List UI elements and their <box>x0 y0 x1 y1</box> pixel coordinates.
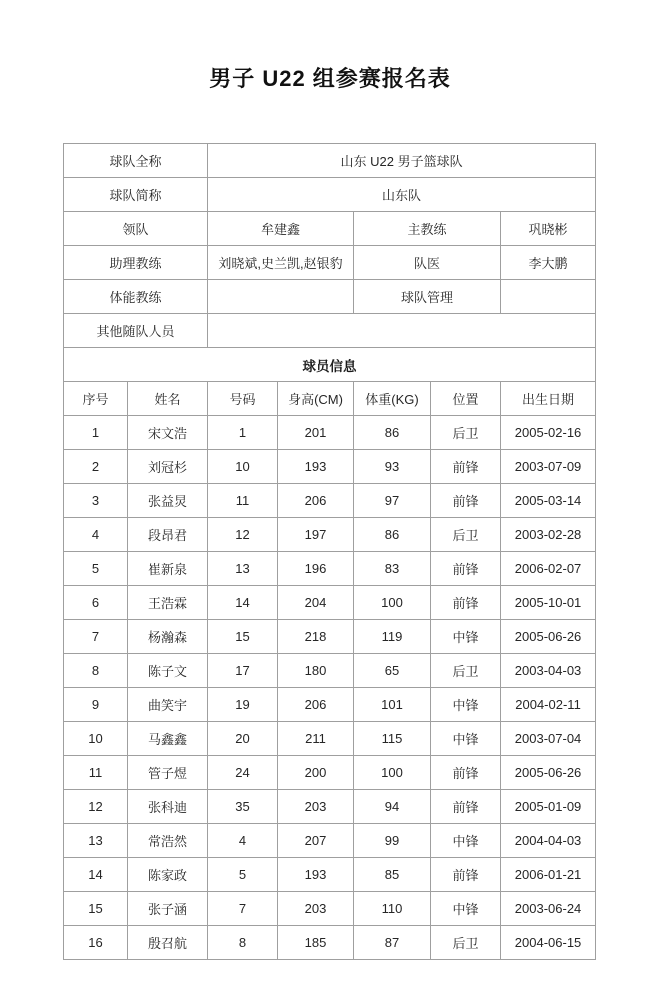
assistant-coach-value: 刘晓斌,史兰凯,赵银豹 <box>208 246 354 280</box>
team-manager-value <box>501 280 596 314</box>
player-cell-number: 19 <box>208 688 278 722</box>
player-cell-weight: 94 <box>354 790 431 824</box>
player-cell-index: 8 <box>64 654 128 688</box>
player-row <box>64 756 596 790</box>
player-row <box>64 790 596 824</box>
team-info-body <box>64 144 596 416</box>
player-cell-name: 殷召航 <box>128 926 208 960</box>
player-cell-position: 前锋 <box>431 756 501 790</box>
players-header-row <box>64 382 596 416</box>
column-header-position: 位置 <box>431 382 501 416</box>
player-cell-name: 曲笑宇 <box>128 688 208 722</box>
player-cell-number: 10 <box>208 450 278 484</box>
player-cell-name: 张益炅 <box>128 484 208 518</box>
column-header-name: 姓名 <box>128 382 208 416</box>
column-header-weight: 体重(KG) <box>354 382 431 416</box>
team-short-name-label: 球队简称 <box>64 178 208 212</box>
player-cell-weight: 86 <box>354 416 431 450</box>
player-row <box>64 552 596 586</box>
player-cell-birthdate: 2005-02-16 <box>501 416 596 450</box>
player-cell-number: 20 <box>208 722 278 756</box>
player-cell-birthdate: 2005-01-09 <box>501 790 596 824</box>
player-cell-height: 204 <box>278 586 354 620</box>
player-row <box>64 858 596 892</box>
player-cell-position: 前锋 <box>431 450 501 484</box>
player-cell-weight: 100 <box>354 586 431 620</box>
player-cell-position: 中锋 <box>431 824 501 858</box>
player-cell-position: 后卫 <box>431 654 501 688</box>
player-cell-position: 前锋 <box>431 484 501 518</box>
player-cell-birthdate: 2003-07-09 <box>501 450 596 484</box>
player-row <box>64 620 596 654</box>
player-cell-index: 6 <box>64 586 128 620</box>
player-cell-height: 196 <box>278 552 354 586</box>
registration-table <box>63 143 596 960</box>
player-cell-name: 宋文浩 <box>128 416 208 450</box>
column-header-height: 身高(CM) <box>278 382 354 416</box>
player-cell-name: 陈子文 <box>128 654 208 688</box>
player-cell-birthdate: 2003-02-28 <box>501 518 596 552</box>
team-info-row <box>64 144 596 178</box>
player-row <box>64 416 596 450</box>
player-cell-birthdate: 2003-04-03 <box>501 654 596 688</box>
player-cell-index: 1 <box>64 416 128 450</box>
player-row <box>64 722 596 756</box>
team-full-name-label: 球队全称 <box>64 144 208 178</box>
other-staff-label: 其他随队人员 <box>64 314 208 348</box>
player-cell-name: 王浩霖 <box>128 586 208 620</box>
column-header-birthdate: 出生日期 <box>501 382 596 416</box>
player-row <box>64 518 596 552</box>
page-title: 男子 U22 组参赛报名表 <box>209 66 451 91</box>
player-cell-weight: 86 <box>354 518 431 552</box>
player-cell-position: 中锋 <box>431 620 501 654</box>
player-cell-index: 9 <box>64 688 128 722</box>
player-cell-height: 211 <box>278 722 354 756</box>
player-cell-name: 管子煜 <box>128 756 208 790</box>
player-cell-name: 刘冠杉 <box>128 450 208 484</box>
player-cell-birthdate: 2003-07-04 <box>501 722 596 756</box>
player-cell-height: 203 <box>278 892 354 926</box>
team-manager-label: 球队管理 <box>354 280 501 314</box>
player-cell-weight: 87 <box>354 926 431 960</box>
player-cell-weight: 93 <box>354 450 431 484</box>
head-coach-value: 巩晓彬 <box>501 212 596 246</box>
players-section-title-row <box>64 348 596 382</box>
team-doctor-label: 队医 <box>354 246 501 280</box>
player-cell-number: 4 <box>208 824 278 858</box>
player-cell-height: 193 <box>278 450 354 484</box>
player-cell-weight: 85 <box>354 858 431 892</box>
player-row <box>64 654 596 688</box>
team-short-name-value: 山东队 <box>208 178 596 212</box>
player-cell-birthdate: 2004-06-15 <box>501 926 596 960</box>
player-cell-number: 7 <box>208 892 278 926</box>
players-section-title: 球员信息 <box>64 348 596 382</box>
player-row <box>64 586 596 620</box>
player-cell-name: 张科迪 <box>128 790 208 824</box>
player-cell-birthdate: 2005-06-26 <box>501 620 596 654</box>
player-cell-position: 前锋 <box>431 858 501 892</box>
player-cell-weight: 97 <box>354 484 431 518</box>
player-cell-position: 后卫 <box>431 926 501 960</box>
player-cell-number: 11 <box>208 484 278 518</box>
team-info-row <box>64 280 596 314</box>
column-header-index: 序号 <box>64 382 128 416</box>
team-info-row <box>64 246 596 280</box>
team-leader-value: 牟建鑫 <box>208 212 354 246</box>
fitness-coach-value <box>208 280 354 314</box>
player-cell-birthdate: 2006-01-21 <box>501 858 596 892</box>
player-cell-birthdate: 2006-02-07 <box>501 552 596 586</box>
player-cell-index: 7 <box>64 620 128 654</box>
other-staff-value <box>208 314 596 348</box>
player-cell-position: 前锋 <box>431 790 501 824</box>
player-cell-birthdate: 2005-10-01 <box>501 586 596 620</box>
player-cell-weight: 110 <box>354 892 431 926</box>
player-cell-weight: 119 <box>354 620 431 654</box>
team-doctor-value: 李大鹏 <box>501 246 596 280</box>
player-cell-birthdate: 2004-02-11 <box>501 688 596 722</box>
team-full-name-value: 山东 U22 男子篮球队 <box>208 144 596 178</box>
player-cell-number: 12 <box>208 518 278 552</box>
player-cell-number: 15 <box>208 620 278 654</box>
player-cell-name: 马鑫鑫 <box>128 722 208 756</box>
player-cell-number: 5 <box>208 858 278 892</box>
player-cell-weight: 99 <box>354 824 431 858</box>
player-cell-height: 218 <box>278 620 354 654</box>
player-cell-number: 14 <box>208 586 278 620</box>
player-row <box>64 450 596 484</box>
player-cell-height: 193 <box>278 858 354 892</box>
player-row <box>64 824 596 858</box>
player-cell-number: 35 <box>208 790 278 824</box>
player-cell-number: 1 <box>208 416 278 450</box>
player-cell-index: 12 <box>64 790 128 824</box>
player-cell-height: 197 <box>278 518 354 552</box>
player-row <box>64 688 596 722</box>
player-cell-name: 张子涵 <box>128 892 208 926</box>
player-cell-index: 16 <box>64 926 128 960</box>
player-cell-number: 17 <box>208 654 278 688</box>
player-cell-number: 24 <box>208 756 278 790</box>
player-cell-name: 杨瀚森 <box>128 620 208 654</box>
player-cell-position: 中锋 <box>431 722 501 756</box>
player-cell-birthdate: 2003-06-24 <box>501 892 596 926</box>
team-info-row <box>64 178 596 212</box>
player-cell-index: 3 <box>64 484 128 518</box>
player-row <box>64 484 596 518</box>
player-cell-position: 前锋 <box>431 586 501 620</box>
player-cell-weight: 100 <box>354 756 431 790</box>
player-cell-position: 后卫 <box>431 416 501 450</box>
player-cell-name: 段昂君 <box>128 518 208 552</box>
player-cell-birthdate: 2004-04-03 <box>501 824 596 858</box>
player-cell-position: 后卫 <box>431 518 501 552</box>
assistant-coach-label: 助理教练 <box>64 246 208 280</box>
team-info-row <box>64 212 596 246</box>
player-cell-height: 200 <box>278 756 354 790</box>
player-cell-weight: 65 <box>354 654 431 688</box>
player-cell-weight: 101 <box>354 688 431 722</box>
column-header-number: 号码 <box>208 382 278 416</box>
player-cell-name: 崔新泉 <box>128 552 208 586</box>
head-coach-label: 主教练 <box>354 212 501 246</box>
player-cell-height: 206 <box>278 688 354 722</box>
player-cell-height: 203 <box>278 790 354 824</box>
player-cell-index: 5 <box>64 552 128 586</box>
player-cell-index: 14 <box>64 858 128 892</box>
player-cell-height: 180 <box>278 654 354 688</box>
player-cell-weight: 115 <box>354 722 431 756</box>
player-cell-name: 陈家政 <box>128 858 208 892</box>
player-cell-height: 206 <box>278 484 354 518</box>
player-cell-number: 8 <box>208 926 278 960</box>
player-cell-position: 前锋 <box>431 552 501 586</box>
player-cell-name: 常浩然 <box>128 824 208 858</box>
player-cell-index: 10 <box>64 722 128 756</box>
player-cell-index: 11 <box>64 756 128 790</box>
team-leader-label: 领队 <box>64 212 208 246</box>
player-cell-index: 2 <box>64 450 128 484</box>
player-cell-weight: 83 <box>354 552 431 586</box>
player-cell-birthdate: 2005-03-14 <box>501 484 596 518</box>
team-info-row <box>64 314 596 348</box>
player-cell-index: 13 <box>64 824 128 858</box>
player-cell-height: 201 <box>278 416 354 450</box>
players-table-body <box>64 416 596 960</box>
player-cell-position: 中锋 <box>431 892 501 926</box>
player-cell-number: 13 <box>208 552 278 586</box>
player-row <box>64 926 596 960</box>
player-cell-height: 185 <box>278 926 354 960</box>
player-row <box>64 892 596 926</box>
fitness-coach-label: 体能教练 <box>64 280 208 314</box>
player-cell-index: 4 <box>64 518 128 552</box>
player-cell-position: 中锋 <box>431 688 501 722</box>
player-cell-index: 15 <box>64 892 128 926</box>
player-cell-birthdate: 2005-06-26 <box>501 756 596 790</box>
player-cell-height: 207 <box>278 824 354 858</box>
